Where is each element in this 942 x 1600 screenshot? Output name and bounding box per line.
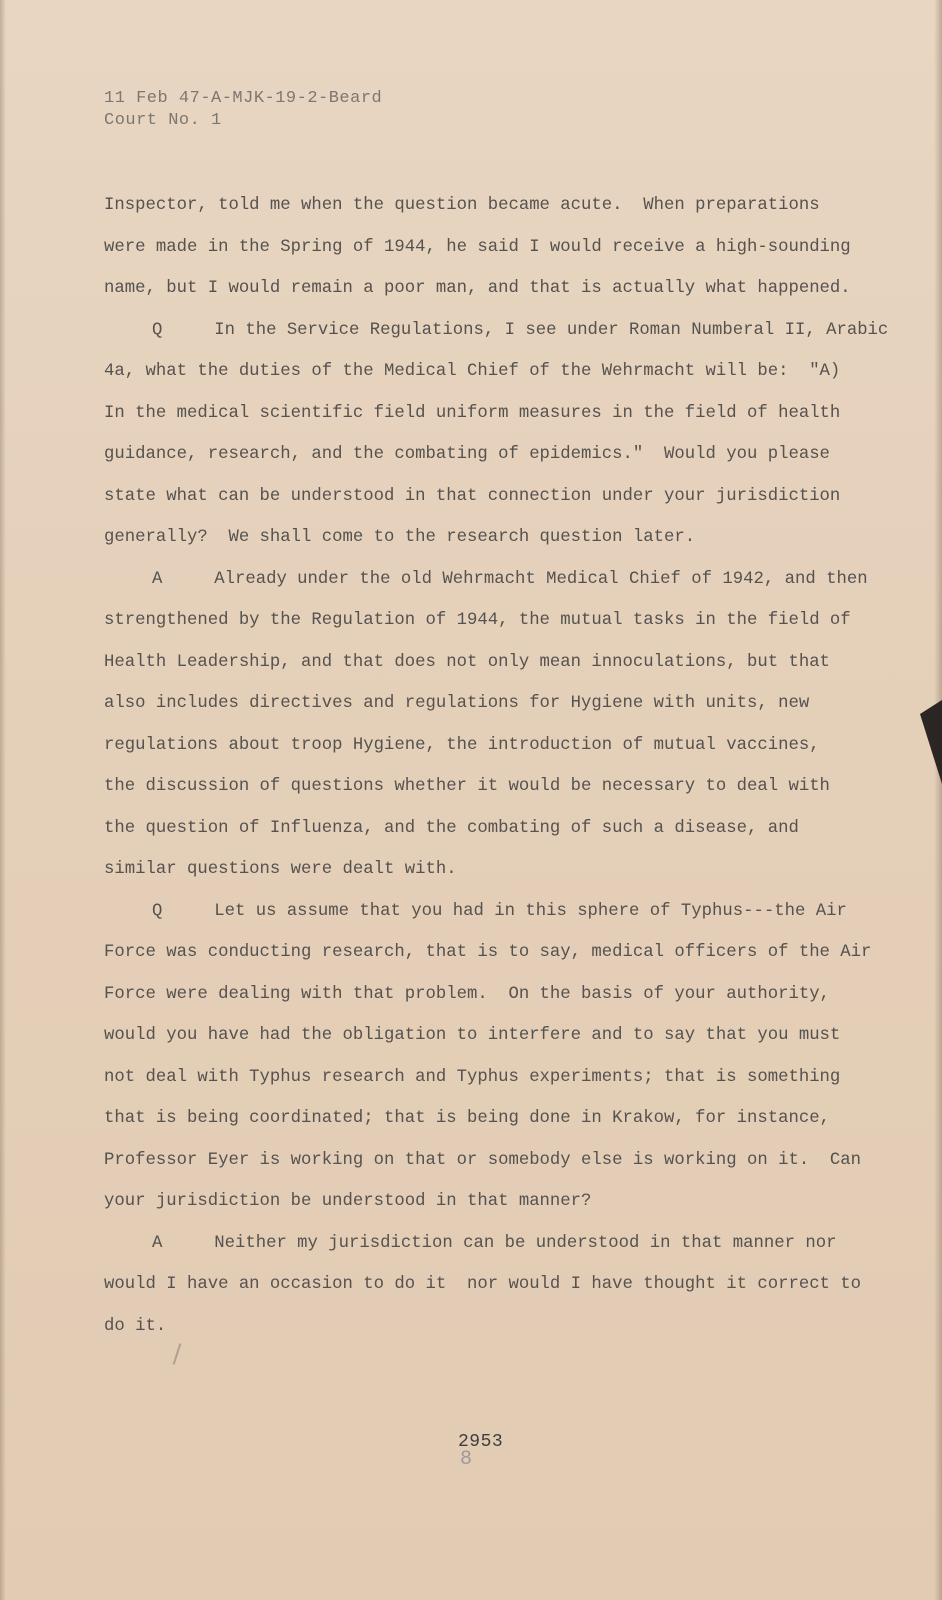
transcript-line: your jurisdiction be understood in that manner? xyxy=(104,1192,592,1211)
transcript-line: In the medical scientific field uniform measures in the field of health xyxy=(104,403,841,423)
transcript-line: regulations about troop Hygiene, the introduction of mutual vaccines, xyxy=(104,735,820,755)
transcript-line: that is being coordinated; that is being done in Krakow, for instance, xyxy=(104,1109,830,1128)
transcript-line: would I have an occasion to do it nor would I have thought it correct to xyxy=(104,1275,862,1294)
torn-corner xyxy=(920,700,942,784)
stamp-mark: 8 xyxy=(460,1448,473,1471)
transcript-line: similar questions were dealt with. xyxy=(104,860,457,879)
page-edge-left xyxy=(0,0,6,1600)
question-line: Q In the Service Regulations, I see under Roman Numberal II, Arabic xyxy=(152,320,889,340)
transcript-line: were made in the Spring of 1944, he said I would receive a high-sounding xyxy=(104,237,851,257)
header-reference: 11 Feb 47-A-MJK-19-2-Beard xyxy=(104,89,383,108)
header-court: Court No. 1 xyxy=(104,111,222,130)
transcript-body xyxy=(104,185,889,1347)
answer-line: A Neither my jurisdiction can be understood in that manner nor xyxy=(152,1233,837,1253)
transcript-line: state what can be understood in that connection under your jurisdiction xyxy=(104,486,841,506)
page-number: 2953 xyxy=(458,1432,504,1452)
transcript-line: do it. xyxy=(104,1316,167,1336)
transcript-line: Health Leadership, and that does not only mean innoculations, but that xyxy=(104,652,830,672)
transcript-line: name, but I would remain a poor man, and that is actually what happened. xyxy=(104,279,851,298)
transcript-line: the discussion of questions whether it would be necessary to deal with xyxy=(104,777,830,796)
transcript-line: would you have had the obligation to interfere and to say that you must xyxy=(104,1026,841,1045)
transcript-line: Force were dealing with that problem. On the basis of your authority, xyxy=(104,984,830,1004)
answer-line: A Already under the old Wehrmacht Medical Chief of 1942, and then xyxy=(152,569,868,589)
transcript-line: the question of Influenza, and the combating of such a disease, and xyxy=(104,818,799,838)
transcript-line: also includes directives and regulations for Hygiene with units, new xyxy=(104,694,810,713)
transcript-line: Professor Eyer is working on that or somebody else is working on it. Can xyxy=(104,1150,862,1170)
transcript-line: 4a, what the duties of the Medical Chief of the Wehrmacht will be: "A) xyxy=(104,362,841,381)
question-line: Q Let us assume that you had in this sphere of Typhus---the Air xyxy=(152,901,847,921)
transcript-line: generally? We shall come to the research question later. xyxy=(104,528,696,547)
page-edge-right xyxy=(934,0,942,1600)
transcript-line: Force was conducting research, that is to say, medical officers of the Air xyxy=(104,943,872,962)
document-header xyxy=(104,88,382,132)
transcript-line: guidance, research, and the combating of epidemics." Would you please xyxy=(104,445,830,464)
transcript-line: strengthened by the Regulation of 1944, the mutual tasks in the field of xyxy=(104,611,851,630)
transcript-line: not deal with Typhus research and Typhus experiments; that is something xyxy=(104,1067,841,1087)
transcript-line: Inspector, told me when the question became acute. When preparations xyxy=(104,196,820,215)
